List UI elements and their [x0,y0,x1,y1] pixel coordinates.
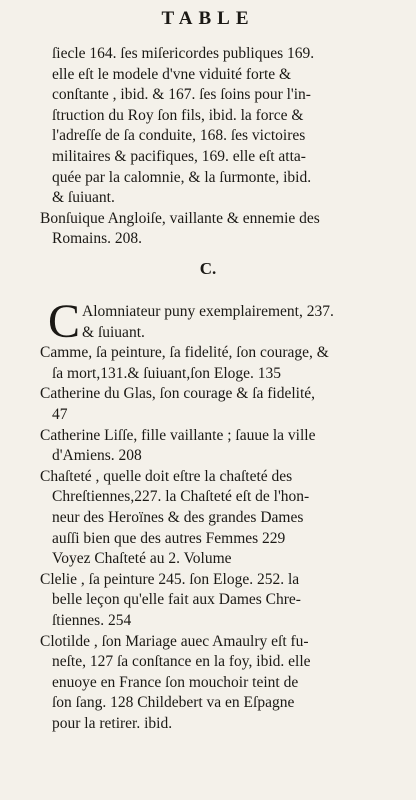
text-line: Alomniateur puny exemplairement, 237. [82,303,334,320]
text-line: belle leçon qu'elle fait aux Dames Chre- [52,591,301,609]
text-line: Bonſuique Angloiſe, vaillante & ennemie des [40,209,320,227]
text-line: ſa mort,131.& ſuiuant,ſon Eloge. 135 [52,364,282,382]
text-line: quée par la calomnie, & la ſurmonte, ibid. [52,168,312,186]
entries-c [40,295,396,734]
text-line: Romains. 208. [52,230,142,248]
text-line: neſte, 127 ſa conſtance en la foy, ibid. elle [52,653,311,671]
text-line: neur des Heroïnes & des grandes Dames [52,508,304,526]
page-header: TABLE [161,8,255,29]
drop-cap: C [48,295,81,348]
text-line: Catherine du Glas, ſon courage & ſa fidelité, [40,385,316,403]
text-line: pour la retirer. ibid. [52,714,173,732]
text-line: Clelie , ſa peinture 245. ſon Eloge. 252. la [40,570,300,588]
text-line: & ſuiuant. [82,323,145,341]
text-line: d'Amiens. 208 [52,447,142,465]
text-line: & ſuiuant. [52,189,115,207]
section-letter: C. [199,259,217,278]
text-line: elle eſt le modele d'vne viduité forte & [52,65,292,83]
entries-continued [40,44,396,250]
text-line: Voyez Chaſteté au 2. Volume [52,550,232,568]
text-line: Chaſteté , quelle doit eſtre la chaſteté des [40,467,293,485]
text-line: enuoye en France ſon mouchoir teint de [52,673,299,691]
text-line: Chreſtiennes,227. la Chaſteté eſt de l'hon- [52,488,310,506]
text-line: 47 [52,405,68,423]
text-line: auſſi bien que des autres Femmes 229 [52,529,286,547]
text-line: conſtante , ibid. & 167. ſes ſoins pour l'in- [52,86,311,104]
text-line: militaires & pacifiques, 169. elle eſt atta- [52,147,306,165]
text-line: Clotilde , ſon Mariage auec Amaulry eſt fu- [40,632,309,650]
text-line: l'adreſſe de ſa conduite, 168. ſes victoires [52,127,306,145]
text-line: ſon ſang. 128 Childebert va en Eſpagne [52,694,295,712]
text-line: ſiecle 164. ſes miſericordes publiques 169. [52,45,315,62]
text-line: ſtiennes. 254 [52,611,132,629]
text-line: Catherine Liſſe, fille vaillante ; ſauue la ville [40,426,316,444]
text-line: Camme, ſa peinture, ſa fidelité, ſon courage, & [40,344,329,362]
text-line: ſtruction du Roy ſon fils, ibid. la force & [52,106,304,124]
